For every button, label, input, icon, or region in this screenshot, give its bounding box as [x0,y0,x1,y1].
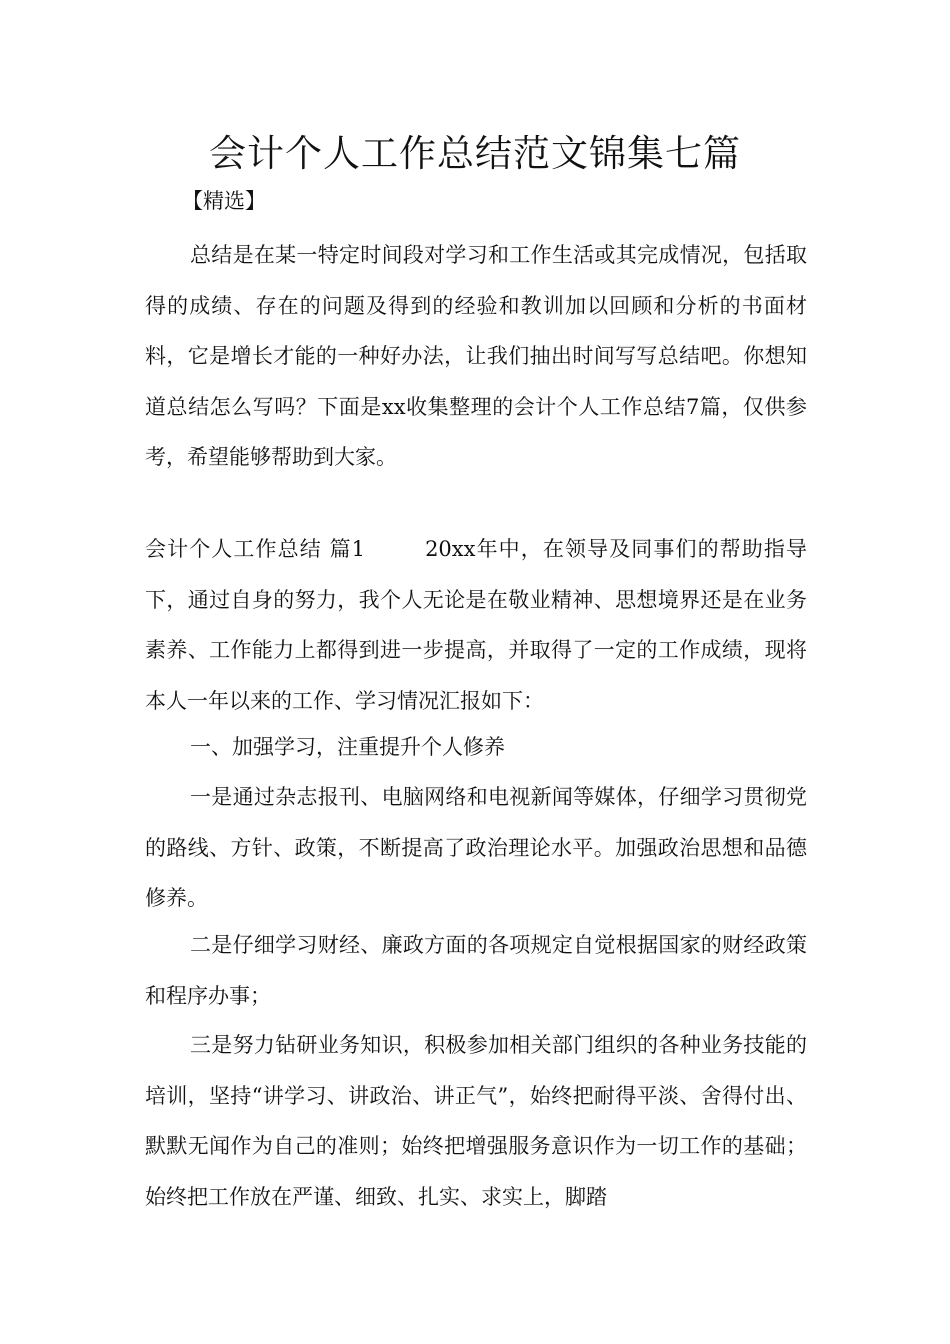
paragraph-1: 一是通过杂志报刊、电脑网络和电视新闻等媒体，仔细学习贯彻党的路线、方针、政策，不断提高了政治理论水平。加强政治思想和品德修养。 [145,785,807,910]
document-title: 会计个人工作总结范文锦集七篇 [209,132,741,175]
paragraph-2: 二是仔细学习财经、廉政方面的各项规定自觉根据国家的财经政策和程序办事； [145,933,807,1008]
paragraph-3: 三是努力钻研业务知识，积极参加相关部门组织的各种业务技能的培训，坚持“讲学习、讲政治、讲正气”，始终把耐得平淡、舍得付出、默默无闻作为自己的准则；始终把增强服务意识作为一切工作的基础；始终把工作放在严谨、细致、扎实、求实上，脚踏 [145,1033,807,1209]
section-1-heading: 会计个人工作总结 篇1 [145,537,366,561]
section-1-lead: 20xx年中，在领导及同事们的帮助指导下，通过自身的努力，我个人无论是在敬业精神、思想境界还是在业务素养、工作能力上都得到进一步提高，并取得了一定的工作成绩，现将本人一年以来的工作、学习情况汇报如下： [145,537,807,713]
section-1-paragraph [145,524,807,726]
intro-paragraph: 总结是在某一特定时间段对学习和工作生活或其完成情况，包括取得的成绩、存在的问题及得到的经验和教训加以回顾和分析的书面材料，它是增长才能的一种好办法，让我们抽出时间写写总结吧。你想知道总结怎么写吗？下面是xx收集整理的会计个人工作总结7篇，仅供参考，希望能够帮助到大家。 [145,243,807,469]
selection-tag: 【精选】 [182,189,266,213]
point-1-heading: 一、加强学习，注重提升个人修养 [190,735,505,759]
